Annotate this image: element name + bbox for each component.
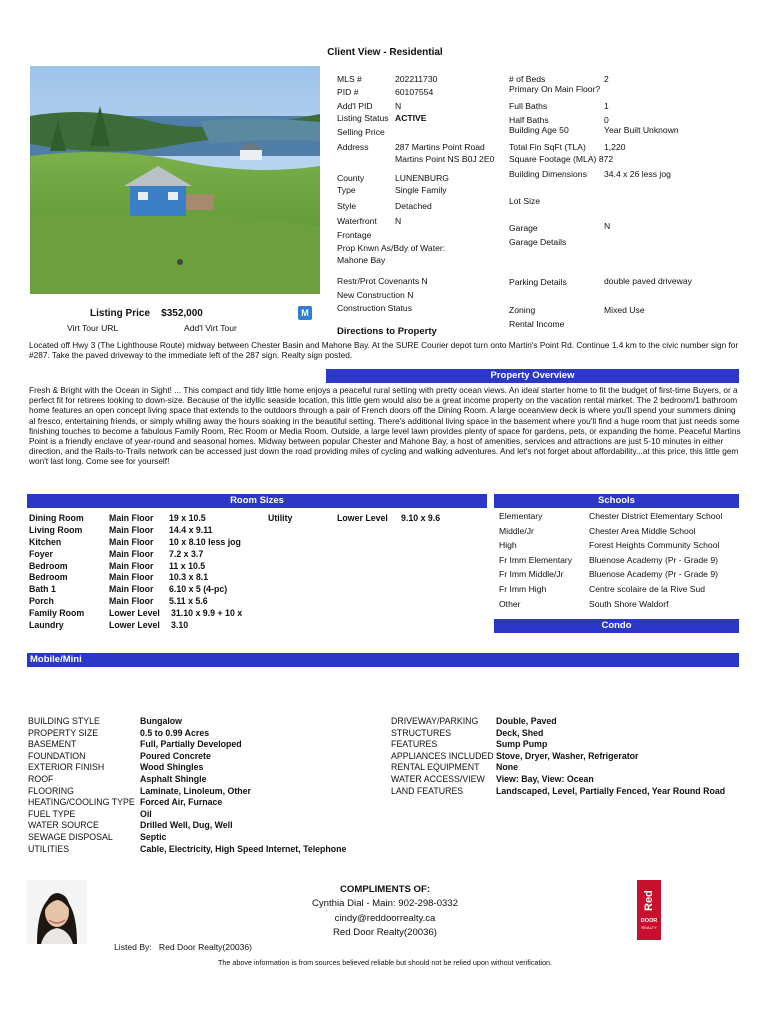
room-name: Bedroom [29, 560, 68, 571]
feature-row [391, 751, 741, 763]
room-sizes-heading: Room Sizes [27, 494, 487, 508]
room-size: 6.10 x 5 (4-pc) [169, 584, 228, 595]
feature-row [28, 797, 346, 809]
school-name: Centre scolaire de la Rive Sud [589, 583, 706, 594]
building-dimensions-label: Building Dimensions [509, 169, 587, 179]
type-label: Type [337, 185, 356, 195]
building-age-label: Building Age 50 [509, 125, 569, 135]
mobile-mini-heading [27, 653, 739, 667]
school-level-label: Fr Imm Elementary [499, 554, 573, 565]
room-row [29, 584, 479, 596]
half-baths-label: Half Baths [509, 115, 549, 125]
feature-value: Deck, Shed [496, 727, 544, 738]
room-row [29, 620, 479, 632]
feature-value: Laminate, Linoleum, Other [140, 785, 251, 796]
room-size: 3.10 [171, 620, 189, 631]
room-name: Bedroom [29, 572, 68, 583]
feature-value: Stove, Dryer, Washer, Refrigerator [496, 750, 639, 761]
feature-label: RENTAL EQUIPMENT [391, 762, 480, 773]
feature-value: 0.5 to 0.99 Acres [140, 727, 210, 738]
directions-heading: Directions to Property [337, 326, 437, 337]
room-name: Dining Room [29, 513, 84, 523]
feature-row [28, 728, 346, 740]
feature-label: STRUCTURES [391, 727, 452, 738]
feature-row [28, 820, 346, 832]
feature-row [28, 716, 346, 728]
room-sizes-table [29, 513, 479, 632]
waterfront-value: N [395, 216, 402, 226]
feature-value: Bungalow [140, 716, 183, 726]
room-level: Main Floor [109, 536, 154, 547]
style-value: Detached [395, 201, 432, 211]
listing-status-label: Listing Status [337, 113, 389, 123]
room-size: 31.10 x 9.9 + 10 x [171, 608, 243, 619]
logo-text-red: Red [643, 890, 655, 912]
room-level: Main Floor [109, 584, 154, 595]
room-row [29, 549, 479, 561]
compliments-heading: COMPLIMENTS OF: [339, 884, 431, 895]
tla-label: Total Fin SqFt (TLA) [509, 142, 586, 152]
address-line1: 287 Martins Point Road [395, 142, 485, 152]
school-level-label: Middle/Jr [499, 525, 534, 536]
room-name: Living Room [29, 524, 83, 535]
room-name: Bath 1 [29, 584, 56, 595]
addl-virt-tour-link[interactable]: Add'l Virt Tour [184, 323, 237, 333]
listing-price-label: Listing Price [90, 308, 151, 319]
pid-value: 60107554 [395, 87, 434, 97]
year-built-value: Year Built Unknown [604, 125, 679, 135]
virt-tour-link[interactable]: Virt Tour URL [67, 323, 119, 333]
feature-value: Septic [140, 831, 167, 842]
room-level: Main Floor [109, 560, 154, 571]
school-name: Bluenose Academy (Pr - Grade 9) [589, 569, 718, 580]
tla-value: 1,220 [604, 142, 626, 152]
room-size: 10 x 8.10 less jog [169, 536, 241, 547]
feature-label: HEATING/COOLING TYPE [28, 797, 135, 808]
directions-text: Located off Hwy 3 (The Lighthouse Route) midway between Chester Basin and Mahone Bay. At the SURE Courier depot turn onto Martin's Point Rd. Continue 1.4 km to the civic number sign for #287. Take the paved driveway to the immediate left of the 287 sign. Realty sign posted. [29, 340, 739, 361]
feature-row [391, 716, 741, 728]
room-size: 14.4 x 9.11 [169, 524, 213, 535]
zoning-value: Mixed Use [604, 305, 645, 315]
listing-price: $352,000 [161, 308, 203, 319]
school-row [499, 554, 739, 569]
feature-row [391, 786, 741, 798]
rental-income-label: Rental Income [509, 319, 565, 329]
garage-label: Garage [509, 223, 538, 233]
feature-value: View: Bay, View: Ocean [496, 773, 594, 784]
feature-value: Drilled Well, Dug, Well [140, 820, 233, 831]
primary-main-floor-label: Primary On Main Floor? [509, 84, 601, 94]
property-overview-heading: Property Overview [326, 369, 739, 383]
room-size: 7.2 x 3.7 [169, 548, 204, 559]
property-overview-text: Fresh & Bright with the Ocean in Sight! ... This compact and tidy little home enjoys a peaceful rural setting with pretty ocean views. An ideal starter home to fit the budget of first-time Buyers, or a perfect fit for retirees looking to down-size. Because of the idyllic seaside location, this little gem would also be a great income property on the vacation rental market. The 2 bedroom/1 bathroom home features an open concept living space that extends to the outdoors through a pair of French doors off the Dining Room. A large oceanview deck is where you'll spend your summers dining al fresco, entertaining friends, or simply whiling away the hours soaking in the beautiful setting. There's additional living space in the basement where you'll find a huge room that just needs some finishing touches to become a fabulous Family Room, Rec Room or Media Room. Outside, a large level lawn provides plenty of space for gardens, pets, or expanding the home. Peaceful Martins Point is a friendly enclave of year-round and seasonal homes. Midway between popular Chester and Mahone Bay, a host of amenities, services and attractions are just 5-10 minutes in either direction, and the Rails-to-Trails network can be accessed just down the road providing miles of cycling and walking adventures. And let's not forget about affordability...at this price, this little gem won't last long. Come see for yourself! [29, 385, 741, 467]
feature-row [28, 844, 346, 856]
room-name: Porch [29, 596, 54, 607]
school-name: South Shore Waldorf [589, 598, 669, 609]
logo-text-door: DOOR [640, 918, 658, 924]
feature-label: FLOORING [28, 785, 74, 796]
school-level-label: Fr Imm High [499, 583, 547, 594]
building-dimensions-value: 34.4 x 26 less jog [604, 169, 671, 179]
disclaimer: The above information is from sources believed reliable but should not be relied upon without verification. [217, 958, 552, 967]
school-row [499, 568, 739, 583]
address-label: Address [337, 142, 369, 152]
room-rows [29, 513, 479, 632]
feature-label: DRIVEWAY/PARKING [391, 716, 479, 726]
property-photo [30, 66, 320, 294]
addl-pid-value: N [395, 101, 402, 111]
half-baths-value: 0 [604, 115, 609, 125]
school-level-label: Fr Imm Middle/Jr [499, 569, 564, 580]
feature-row [28, 809, 346, 821]
mobile-right-table [391, 716, 741, 797]
schools-heading: Schools [494, 494, 739, 508]
schools-list [499, 510, 739, 612]
addl-pid-label: Add'l PID [337, 101, 373, 111]
feature-label: UTILITIES [28, 843, 70, 854]
feature-label: SEWAGE DISPOSAL [28, 831, 113, 842]
feature-label: PROPERTY SIZE [28, 727, 99, 738]
room-name: Foyer [29, 548, 53, 559]
feature-label: BUILDING STYLE [28, 716, 100, 726]
zoning-label: Zoning [509, 305, 536, 315]
school-row [499, 525, 739, 540]
room-level: Main Floor [109, 548, 154, 559]
feature-value: Full, Partially Developed [140, 739, 242, 750]
room-size: 10.3 x 8.1 [169, 572, 209, 583]
page-title: Client View - Residential [327, 47, 443, 58]
frontage-label: Frontage [337, 230, 372, 240]
feature-row [391, 774, 741, 786]
county-label: County [337, 173, 365, 183]
feature-value: None [496, 762, 518, 773]
feature-value: Forced Air, Furnace [140, 797, 223, 808]
feature-label: FOUNDATION [28, 750, 86, 761]
beds-value: 2 [604, 74, 609, 84]
pid-label: PID # [337, 87, 359, 97]
lot-size-label: Lot Size [509, 196, 541, 206]
room-level: Main Floor [109, 524, 154, 535]
school-level-label: Other [499, 598, 521, 609]
agent-contact: Cynthia Dial - Main: 902-298-0332 [311, 898, 459, 910]
room-level: Main Floor [109, 596, 154, 607]
feature-label: FUEL TYPE [28, 808, 76, 819]
school-level-label: High [499, 540, 517, 551]
feature-row [28, 762, 346, 774]
room-name: Kitchen [29, 536, 62, 547]
school-row [499, 539, 739, 554]
feature-row [28, 739, 346, 751]
room-size: 19 x 10.5 [169, 513, 206, 523]
m-badge-icon[interactable]: M [298, 306, 312, 320]
type-value: Single Family [395, 185, 447, 195]
feature-value: Sump Pump [496, 739, 548, 750]
room-level: Lower Level [109, 608, 160, 619]
address-line2: Martins Point NS B0J 2E0 [395, 154, 495, 164]
feature-row [28, 751, 346, 763]
room-size: 5.11 x 5.6 [169, 596, 208, 607]
county-value: LUNENBURG [395, 173, 449, 183]
style-label: Style [337, 201, 357, 211]
feature-row [28, 786, 346, 798]
room-row [29, 608, 479, 620]
construction-status-label: Construction Status [337, 303, 412, 313]
school-name: Forest Heights Community School [589, 540, 720, 551]
prop-known-label: Prop Knwn As/Bdy of Water: [337, 243, 446, 253]
restr-label: Restr/Prot Covenants [337, 276, 420, 286]
room-size: 11 x 10.5 [169, 560, 206, 571]
feature-value: Cable, Electricity, High Speed Internet, Telephone [140, 843, 347, 854]
feature-value: Double, Paved [496, 716, 557, 726]
room-level: Lower Level [109, 620, 160, 631]
feature-value: Landscaped, Level, Partially Fenced, Year Round Road [496, 785, 726, 796]
school-name: Chester Area Middle School [589, 525, 696, 536]
feature-value: Asphalt Shingle [140, 773, 207, 784]
agent-email[interactable]: cindy@reddoorrealty.ca [334, 912, 436, 924]
feature-value: Oil [140, 808, 152, 819]
feature-row [391, 762, 741, 774]
feature-label: WATER SOURCE [28, 820, 99, 831]
feature-label: ROOF [28, 773, 54, 784]
parking-details-value: double paved driveway [604, 276, 692, 286]
full-baths-value: 1 [604, 101, 609, 111]
school-row [499, 583, 739, 598]
beds-label: # of Beds [509, 74, 546, 84]
room-level: Main Floor [109, 513, 154, 523]
condo-heading: Condo [494, 619, 739, 633]
mla-value: 872 [598, 154, 614, 164]
feature-row [391, 739, 741, 751]
full-baths-label: Full Baths [509, 101, 548, 111]
feature-row [391, 728, 741, 740]
utility-level: Lower Level [337, 513, 388, 523]
room-name: Laundry [29, 620, 64, 631]
school-row [499, 510, 739, 525]
mla-label: Square Footage (MLA) [509, 154, 597, 164]
prop-known-value: Mahone Bay [337, 255, 386, 265]
room-row [29, 525, 479, 537]
room-level: Main Floor [109, 572, 154, 583]
feature-row [28, 832, 346, 844]
room-name: Family Room [29, 608, 85, 619]
school-level-label: Elementary [499, 511, 543, 521]
feature-label: WATER ACCESS/VIEW [391, 773, 485, 784]
feature-row [28, 774, 346, 786]
room-row [29, 596, 479, 608]
feature-value: Wood Shingles [140, 762, 204, 773]
waterfront-label: Waterfront [337, 216, 377, 226]
logo-text-realty: REALTY [641, 925, 657, 930]
feature-label: APPLIANCES INCLUDED [391, 750, 494, 761]
mobile-mini-heading-text: Mobile/Mini [30, 654, 82, 665]
feature-label: EXTERIOR FINISH [28, 762, 105, 773]
listing-status-value: ACTIVE [395, 113, 427, 123]
brokerage-name: Red Door Realty(20036) [333, 926, 437, 938]
property-photo-image [30, 66, 320, 294]
feature-value: Poured Concrete [140, 750, 211, 761]
mobile-left-table [28, 716, 346, 855]
room-row [29, 537, 479, 549]
selling-price-label: Selling Price [337, 127, 385, 137]
new-construction-value: N [407, 290, 414, 300]
school-row [499, 598, 739, 613]
red-door-logo [637, 880, 661, 940]
school-name: Bluenose Academy (Pr - Grade 9) [589, 554, 718, 565]
feature-label: BASEMENT [28, 739, 77, 750]
listed-by: Listed By: Red Door Realty(20036) [114, 942, 253, 952]
room-row [29, 572, 479, 584]
room-row [29, 561, 479, 573]
utility-size: 9.10 x 9.6 [401, 513, 441, 523]
feature-label: FEATURES [391, 739, 438, 750]
garage-value: N [604, 221, 611, 231]
mls-label: MLS # [337, 74, 362, 84]
utility-label: Utility [268, 513, 293, 523]
parking-details-label: Parking Details [509, 277, 567, 287]
garage-details-label: Garage Details [509, 237, 567, 247]
school-name: Chester District Elementary School [589, 511, 723, 521]
mls-value: 202211730 [395, 74, 438, 84]
new-construction-label: New Construction [337, 290, 405, 300]
feature-label: LAND FEATURES [391, 785, 464, 796]
restr-value: N [421, 276, 428, 286]
